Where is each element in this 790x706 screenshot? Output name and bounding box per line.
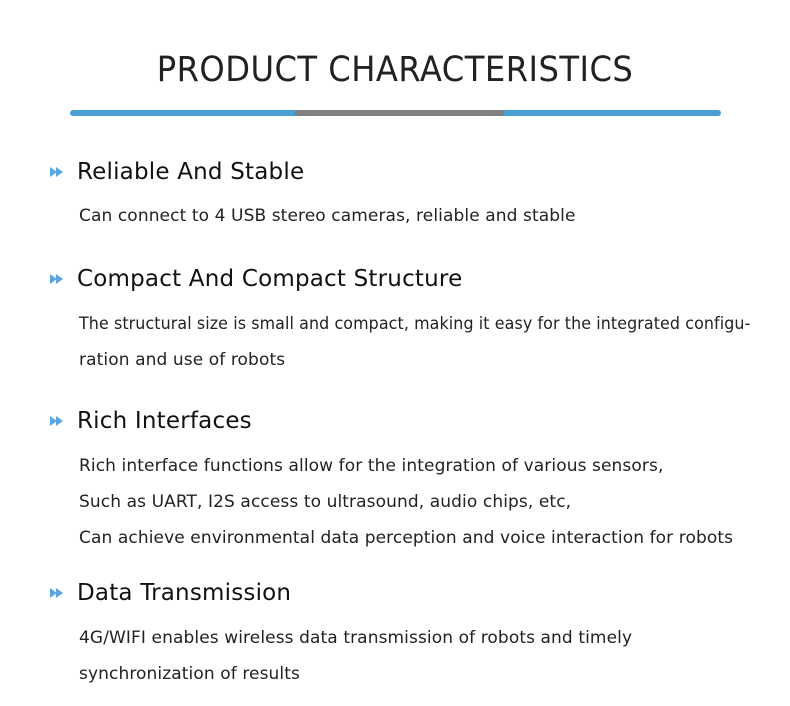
section-heading: Rich Interfaces — [77, 408, 252, 434]
section-body-line: Can achieve environmental data perception and voice interaction for robots — [79, 528, 734, 548]
section-heading-row — [50, 264, 462, 294]
section-heading-row — [50, 157, 304, 187]
double-arrow-icon — [50, 415, 68, 427]
section-body-line: The structural size is small and compact, making it easy for the integrated configu- — [79, 314, 751, 334]
section-heading: Reliable And Stable — [77, 159, 305, 185]
section-body-line: 4G/WIFI enables wireless data transmission of robots and timely — [79, 628, 633, 648]
page-title: PRODUCT CHARACTERISTICS — [156, 50, 634, 90]
title-divider — [70, 110, 721, 116]
section-heading: Compact And Compact Structure — [77, 266, 463, 292]
section-heading-row — [50, 406, 252, 436]
section-body-line: Rich interface functions allow for the integration of various sensors, — [79, 456, 664, 476]
divider-segment-right — [504, 110, 721, 116]
double-arrow-icon — [50, 166, 68, 178]
section-body-line: synchronization of results — [79, 664, 300, 684]
section-heading: Data Transmission — [77, 580, 292, 606]
divider-segment-middle — [295, 110, 504, 116]
section-body-line: Such as UART, I2S access to ultrasound, audio chips, etc, — [79, 492, 572, 512]
section-body-line: ration and use of robots — [79, 350, 286, 370]
section-heading-row — [50, 578, 291, 608]
double-arrow-icon — [50, 273, 68, 285]
double-arrow-icon — [50, 587, 68, 599]
section-body-line: Can connect to 4 USB stereo cameras, reliable and stable — [79, 206, 576, 226]
divider-segment-left — [70, 110, 295, 116]
